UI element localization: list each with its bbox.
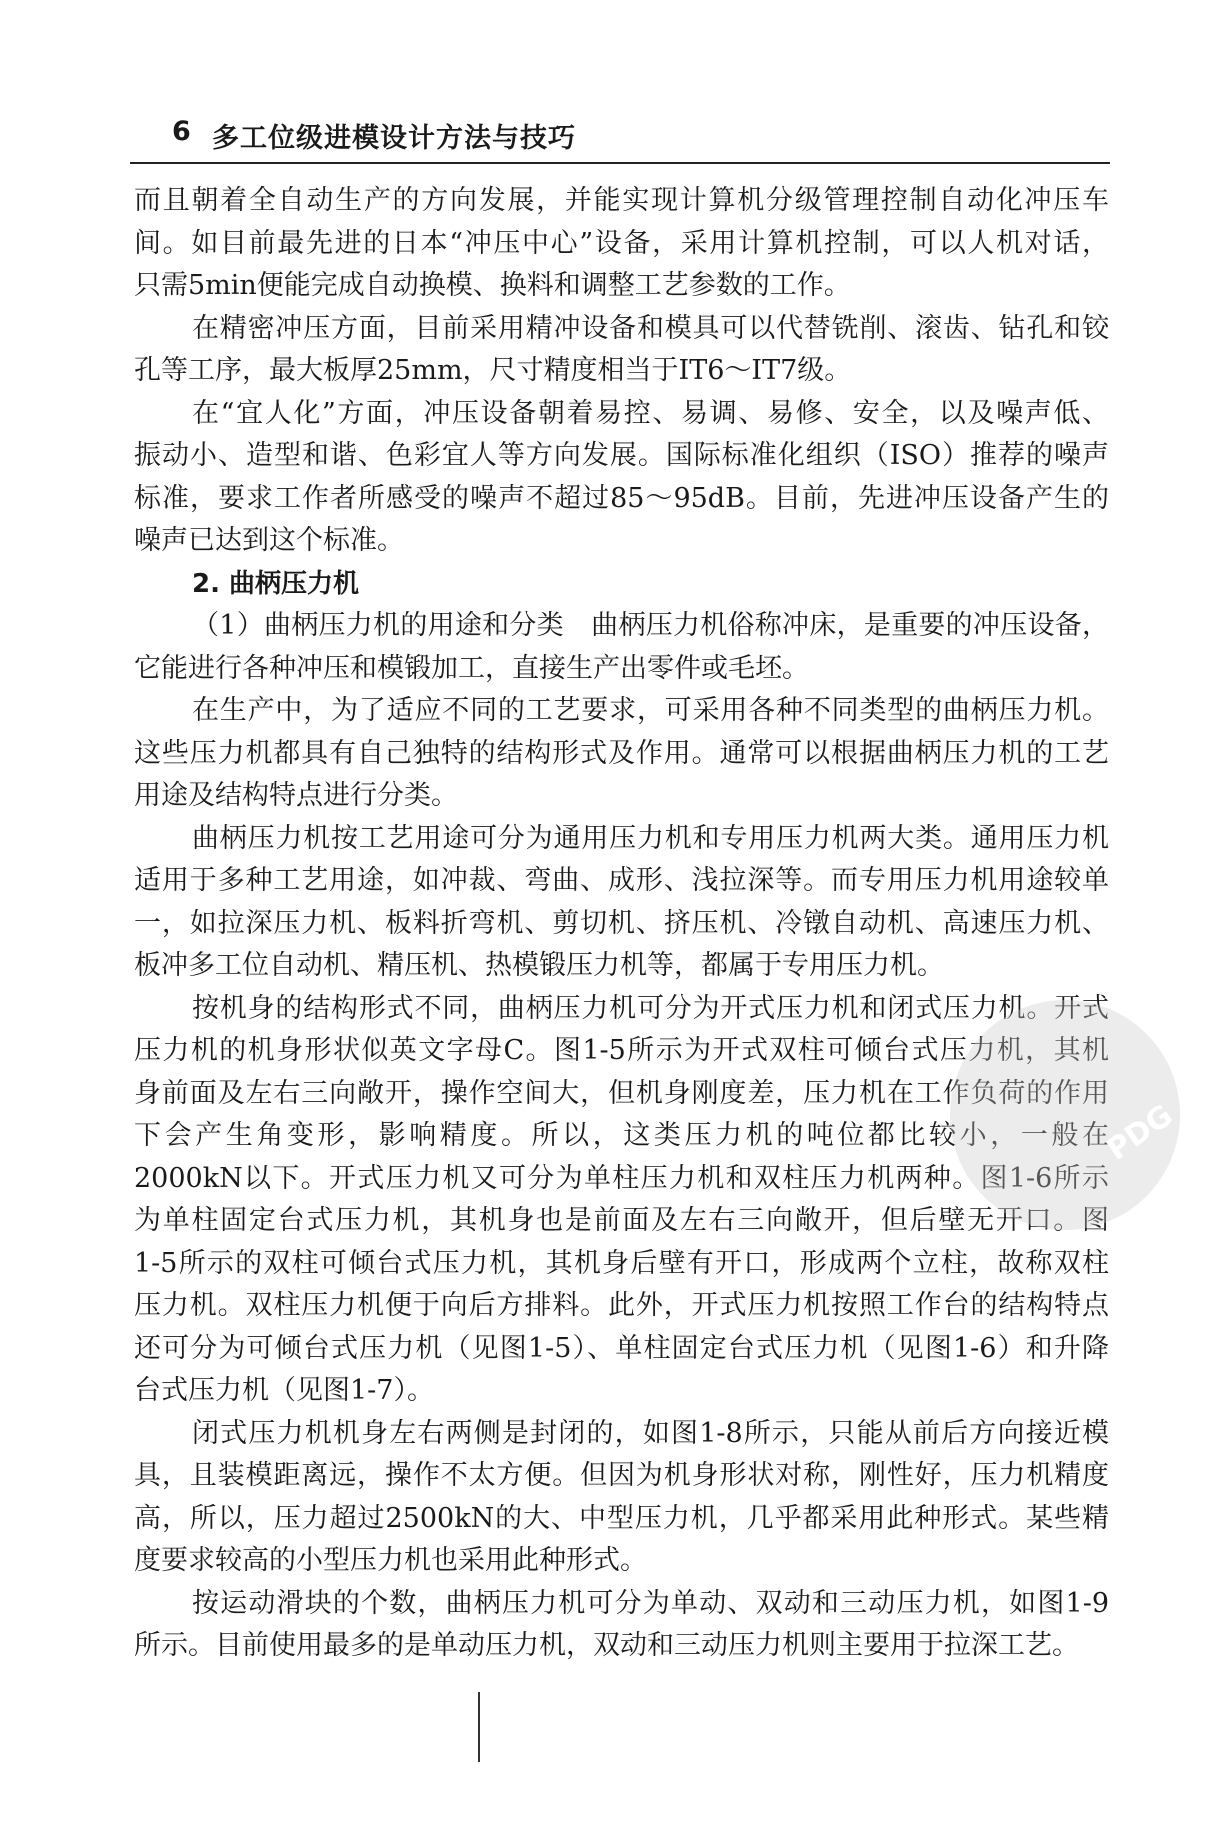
- text-line: 一，如拉深压力机、板料折弯机、剪切机、挤压机、冷镦自动机、高速压力机、: [134, 907, 1109, 939]
- text-line: 它能进行各种冲压和模锻加工，直接生产出零件或毛坯。: [134, 652, 809, 684]
- text-line: 度要求较高的小型压力机也采用此种形式。: [134, 1545, 647, 1576]
- page-header: [130, 116, 1110, 164]
- text-line: 这些压力机都具有自己独特的结构形式及作用。通常可以根据曲柄压力机的工艺: [134, 737, 1109, 769]
- text-line: 而且朝着全自动生产的方向发展，并能实现计算机分级管理控制自动化冲压车: [134, 185, 1109, 216]
- watermark-label: PDG: [1100, 1097, 1180, 1168]
- running-title: 多工位级进模设计方法与技巧: [212, 123, 576, 154]
- text-line: 标准，要求工作者所感受的噪声不超过85～95dB。目前，先进冲压设备产生的: [134, 482, 1109, 514]
- text-line: 间。如目前最先进的日本“冲压中心”设备，采用计算机控制，可以人机对话，: [134, 227, 1109, 259]
- text-line: 下会产生角变形，影响精度。所以，这类压力机的吨位都比较小，一般在: [134, 1120, 1109, 1151]
- text-line: 在生产中，为了适应不同的工艺要求，可采用各种不同类型的曲柄压力机。: [192, 695, 1109, 726]
- text-line: 适用于多种工艺用途，如冲裁、弯曲、成形、浅拉深等。而专用压力机用途较单: [134, 865, 1109, 896]
- text-line: （1）曲柄压力机的用途和分类 曲柄压力机俗称冲床，是重要的冲压设备，: [192, 610, 1109, 641]
- text-line: 板冲多工位自动机、精压机、热模锻压力机等，都属于专用压力机。: [134, 950, 944, 981]
- text-line: 台式压力机（见图1-7）。: [134, 1375, 434, 1406]
- text-line: 高，所以，压力超过2500kN的大、中型压力机，几乎都采用此种形式。某些精: [134, 1502, 1109, 1534]
- text-line: 2000kN以下。开式压力机又可分为单柱压力机和双柱压力机两种。图1-6所示: [134, 1162, 1109, 1194]
- text-line: 按运动滑块的个数，曲柄压力机可分为单动、双动和三动压力机，如图1-9: [192, 1587, 1109, 1619]
- text-line: 只需5min便能完成自动换模、换料和调整工艺参数的工作。: [134, 270, 851, 301]
- text-line: 孔等工序，最大板厚25mm，尺寸精度相当于IT6～IT7级。: [134, 355, 852, 386]
- text-line: 压力机的机身形状似英文字母C。图1-5所示为开式双柱可倾台式压力机，其机: [134, 1035, 1109, 1066]
- text-line: 用途及结构特点进行分类。: [134, 780, 458, 811]
- text-line: 按机身的结构形式不同，曲柄压力机可分为开式压力机和闭式压力机。开式: [192, 992, 1109, 1024]
- text-line: 1-5所示的双柱可倾台式压力机，其机身后壁有开口，形成两个立柱，故称双柱: [134, 1247, 1109, 1279]
- page-number: 6: [172, 116, 192, 147]
- text-line: 振动小、造型和谐、色彩宜人等方向发展。国际标准化组织（ISO）推荐的噪声: [134, 440, 1109, 471]
- text-line: 曲柄压力机按工艺用途可分为通用压力机和专用压力机两大类。通用压力机: [192, 822, 1109, 854]
- text-line: 在精密冲压方面，目前采用精冲设备和模具可以代替铣削、滚齿、钻孔和铰: [192, 312, 1109, 344]
- text-line: 还可分为可倾台式压力机（见图1-5）、单柱固定台式压力机（见图1-6）和升降: [134, 1332, 1109, 1364]
- text-line: 具，且装模距离远，操作不太方便。但因为机身形状对称，刚性好，压力机精度: [134, 1460, 1109, 1491]
- gutter-mark: [478, 1692, 480, 1762]
- text-line: 为单柱固定台式压力机，其机身也是前面及左右三向敞开，但后壁无开口。图: [134, 1205, 1109, 1236]
- text-line: 噪声已达到这个标准。: [134, 525, 404, 556]
- text-line: 闭式压力机机身左右两侧是封闭的，如图1-8所示，只能从前后方向接近模: [192, 1417, 1109, 1449]
- text-line: 压力机。双柱压力机便于向后方排料。此外，开式压力机按照工作台的结构特点: [134, 1290, 1109, 1321]
- section-heading: 2. 曲柄压力机: [192, 568, 360, 599]
- page-body: [134, 180, 1109, 1668]
- text-line: 所示。目前使用最多的是单动压力机，双动和三动压力机则主要用于拉深工艺。: [134, 1630, 1079, 1661]
- text-line: 身前面及左右三向敞开，操作空间大，但机身刚度差，压力机在工作负荷的作用: [134, 1077, 1109, 1109]
- text-line: 在“宜人化”方面，冲压设备朝着易控、易调、易修、安全，以及噪声低、: [192, 397, 1109, 429]
